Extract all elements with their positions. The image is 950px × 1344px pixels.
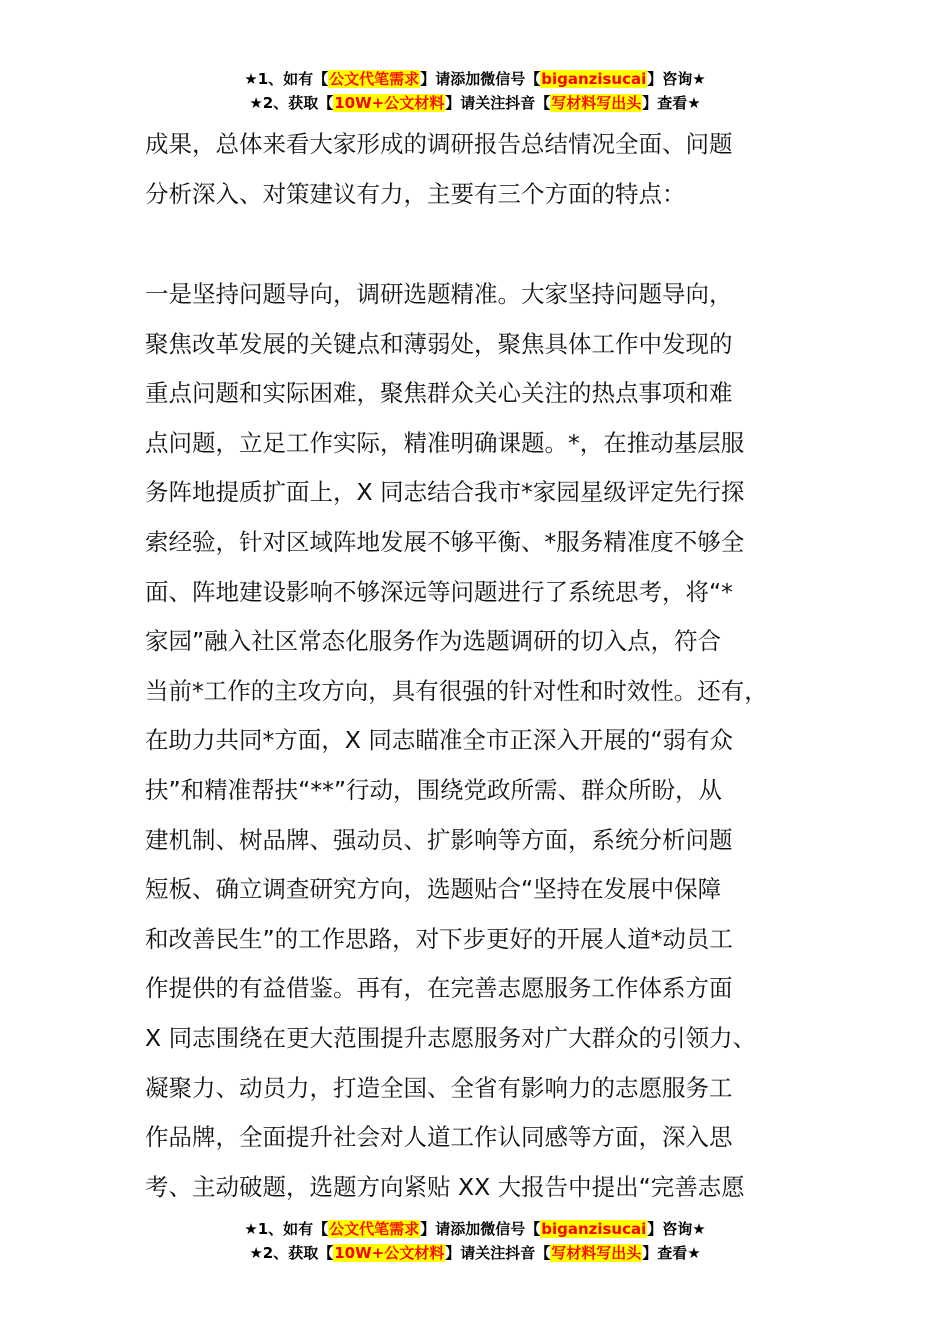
text-line: 面、阵地建设影响不够深远等问题进行了系统思考，将“* bbox=[145, 577, 733, 606]
text-line: 分析深入、对策建议有力，主要有三个方面的特点： bbox=[145, 179, 686, 208]
text-line: 作提供的有益借鉴。再有，在完善志愿服务工作体系方面 bbox=[145, 974, 733, 1003]
banner-highlight: biganzisucai bbox=[541, 1220, 647, 1238]
banner-highlight: 10W+公文材料 bbox=[334, 94, 445, 112]
banner-text: 】请关注抖音【 bbox=[445, 94, 551, 112]
banner-highlight: 写材料写出头 bbox=[551, 1244, 642, 1262]
banner-highlight: 公文代笔需求 bbox=[329, 1220, 420, 1238]
banner-highlight: biganzisucai bbox=[541, 70, 647, 88]
paragraph-2 bbox=[145, 270, 845, 1212]
banner-text: ★2、获取【 bbox=[249, 94, 334, 112]
text-line: 点问题，立足工作实际，精准明确课题。*，在推动基层服 bbox=[145, 428, 745, 457]
banner-text: ★1、如有【 bbox=[244, 1220, 329, 1238]
banner-line-1 bbox=[0, 1218, 950, 1242]
text-line: 在助力共同*方面，X 同志瞄准全市正深入开展的“弱有众 bbox=[145, 726, 733, 755]
text-line: 一是坚持问题导向，调研选题精准。大家坚持问题导向， bbox=[145, 280, 733, 308]
banner-highlight: 写材料写出头 bbox=[551, 94, 642, 112]
banner-highlight: 公文代笔需求 bbox=[329, 70, 420, 88]
banner-highlight: 10W+公文材料 bbox=[334, 1244, 445, 1262]
bottom-banner bbox=[0, 1218, 950, 1266]
banner-text: 】请关注抖音【 bbox=[445, 1244, 551, 1262]
banner-text: ★2、获取【 bbox=[249, 1244, 334, 1262]
banner-text: 】请添加微信号【 bbox=[420, 70, 541, 88]
banner-text: 】查看★ bbox=[642, 1244, 701, 1262]
text-line: 考、主动破题，选题方向紧贴 XX 大报告中提出“完善志愿 bbox=[145, 1172, 745, 1201]
banner-text: ★1、如有【 bbox=[244, 70, 329, 88]
banner-text: 】咨询★ bbox=[647, 1220, 706, 1238]
text-line: 成果，总体来看大家形成的调研报告总结情况全面、问题 bbox=[145, 130, 733, 158]
banner-text: 】咨询★ bbox=[647, 70, 706, 88]
text-line: 短板、确立调查研究方向，选题贴合“坚持在发展中保障 bbox=[145, 875, 722, 904]
paragraph-1 bbox=[145, 120, 845, 219]
banner-line-2 bbox=[0, 92, 950, 116]
text-line: 当前*工作的主攻方向，具有很强的针对性和时效性。还有， bbox=[145, 676, 768, 705]
text-line: X 同志围绕在更大范围提升志愿服务对广大群众的引领力、 bbox=[145, 1023, 757, 1052]
text-line: 聚焦改革发展的关键点和薄弱处，聚焦具体工作中发现的 bbox=[145, 329, 733, 358]
banner-line-1 bbox=[0, 68, 950, 92]
text-line: 家园”融入社区常态化服务作为选题调研的切入点，符合 bbox=[145, 627, 722, 656]
text-line: 务阵地提质扩面上，X 同志结合我市*家园星级评定先行探 bbox=[145, 478, 745, 507]
text-line: 索经验，针对区域阵地发展不够平衡、*服务精准度不够全 bbox=[145, 527, 745, 556]
text-line: 扶”和精准帮扶“**”行动，围绕党政所需、群众所盼，从 bbox=[145, 775, 723, 804]
top-banner bbox=[0, 68, 950, 116]
text-line: 建机制、树品牌、强动员、扩影响等方面，系统分析问题 bbox=[145, 825, 733, 854]
text-line: 作品牌，全面提升社会对人道工作认同感等方面，深入思 bbox=[145, 1123, 733, 1152]
text-line: 和改善民生”的工作思路，对下步更好的开展人道*动员工 bbox=[145, 924, 733, 953]
banner-line-2 bbox=[0, 1242, 950, 1266]
banner-text: 】查看★ bbox=[642, 94, 701, 112]
banner-text: 】请添加微信号【 bbox=[420, 1220, 541, 1238]
text-line: 重点问题和实际困难，聚焦群众关心关注的热点事项和难 bbox=[145, 379, 733, 408]
text-line: 凝聚力、动员力，打造全国、全省有影响力的志愿服务工 bbox=[145, 1073, 733, 1102]
